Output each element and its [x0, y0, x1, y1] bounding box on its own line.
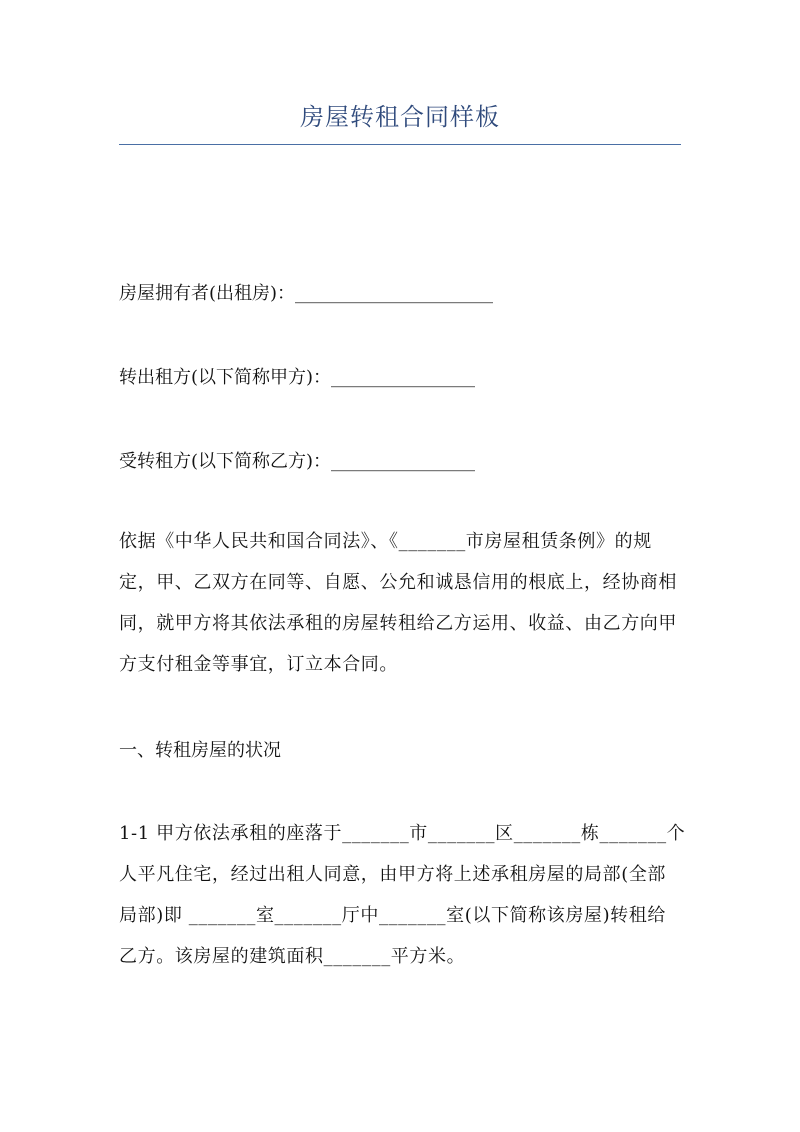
preamble-line: 同，就甲方将其依法承租的房屋转租给乙方运用、收益、由乙方向甲	[119, 613, 677, 634]
preamble-paragraph	[119, 521, 684, 685]
section-heading: 一、转租房屋的状况	[119, 740, 281, 761]
title-underline	[119, 144, 681, 145]
preamble-line: 定，甲、乙双方在同等、自愿、公允和诚恳信用的根底上，经协商相	[119, 572, 677, 593]
sublessee-field: 受转租方(以下简称乙方)：________________	[119, 451, 476, 472]
clause-1-1-paragraph	[119, 813, 684, 977]
sublessor-field: 转出租方(以下简称甲方)：________________	[119, 367, 476, 388]
clause-line: 局部)即 _______室_______厅中_______室(以下简称该房屋)转租给	[119, 905, 666, 926]
document-title: 房屋转租合同样板	[300, 103, 500, 131]
clause-line: 人平凡住宅，经过出租人同意，由甲方将上述承租房屋的局部(全部	[119, 864, 667, 885]
clause-line: 乙方。该房屋的建筑面积_______平方米。	[119, 946, 466, 967]
owner-field: 房屋拥有者(出租房)：______________________	[119, 283, 494, 304]
clause-line: 1-1 甲方依法承租的座落于_______市_______区_______栋_______个	[119, 823, 686, 844]
preamble-line: 依据《中华人民共和国合同法》、《_______市房屋租赁条例》的规	[119, 531, 652, 552]
preamble-line: 方支付租金等事宜，订立本合同。	[119, 654, 398, 675]
